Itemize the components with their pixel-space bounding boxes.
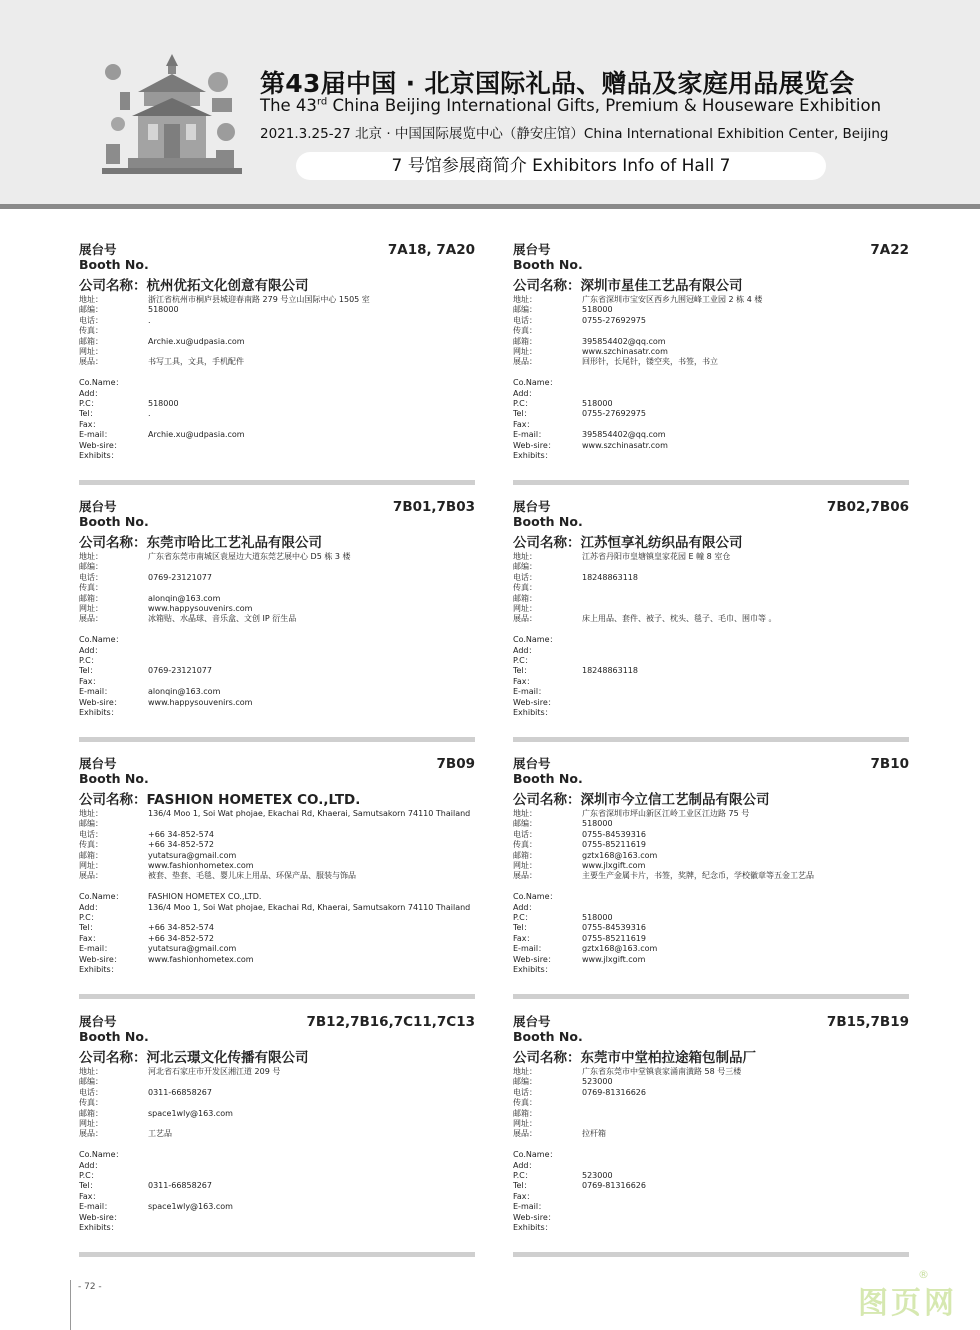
field-row-en: E-mail： 395854402@qq.com xyxy=(513,430,666,440)
field-row-cn: 展品： 拉杆箱 xyxy=(513,1129,606,1139)
field-row-en: P.C： 518000 xyxy=(513,913,613,923)
field-row-cn: 邮箱： yutatsura@gmail.com xyxy=(79,850,237,860)
booth-label: 展台号 Booth No. xyxy=(513,756,583,786)
company-name-row: 公司名称：深圳市星佳工艺品有限公司 xyxy=(513,278,743,294)
company-name: 深圳市星佳工艺品有限公司 xyxy=(580,278,743,294)
field-row-cn: 地址： 广东省东莞市中堂镇袁家涌南潢路 58 号三楼 xyxy=(513,1067,742,1076)
field-row-en: Web-sire： www.jlxgift.com xyxy=(513,954,646,964)
field-row-cn: 展品： 床上用品、套件、被子、枕头、毯子、毛巾、围巾等 。 xyxy=(513,614,777,624)
exhibitor-card xyxy=(513,1014,909,1262)
field-row-cn: 网址： www.jlxgift.com xyxy=(513,860,646,870)
card-divider xyxy=(513,480,909,485)
company-name: 河北云璟文化传播有限公司 xyxy=(146,1050,309,1066)
field-row-cn: 邮编： xyxy=(513,562,537,572)
card-divider xyxy=(79,737,475,742)
company-name: 杭州优拓文化创意有限公司 xyxy=(146,278,309,294)
field-row-en: P.C： 523000 xyxy=(513,1171,613,1181)
field-row-cn: 邮箱： space1wly@163.com xyxy=(79,1108,233,1118)
field-row-cn: 传真： xyxy=(513,1098,537,1108)
field-row-cn: 展品： 冰箱贴、水晶球、音乐盒、文创 IP 衍生品 xyxy=(79,614,297,624)
booth-number: 7A22 xyxy=(870,242,909,258)
date-venue: 2021.3.25-27 北京 · 中国国际展览中心（静安庄馆）China International Exhibition Center, Beijing xyxy=(260,126,889,142)
field-row-en: Web-sire： www.szchinasatr.com xyxy=(513,440,668,450)
field-row-cn: 邮箱： Archie.xu@udpasia.com xyxy=(79,336,245,346)
field-row-en: Co.Name： xyxy=(513,635,558,645)
company-name: 东莞市哈比工艺礼品有限公司 xyxy=(146,535,322,551)
field-row-cn: 电话： 0311-66858267 xyxy=(79,1087,212,1097)
exhibitor-card xyxy=(513,499,909,747)
card-divider xyxy=(513,994,909,999)
field-row-en: Add： 136/4 Moo 1, Soi Wat phojae, Ekachai Rd, Khaerai, Samutsakorn 74110 Thailand xyxy=(79,902,471,912)
field-row-en: Exhibits： xyxy=(513,707,553,717)
field-row-en: Tel： . xyxy=(79,409,151,419)
company-name: FASHION HOMETEX CO.,LTD. xyxy=(146,792,361,808)
booth-number: 7B01,7B03 xyxy=(392,499,475,515)
field-row-en: E-mail： yutatsura@gmail.com xyxy=(79,944,237,954)
contact-fields xyxy=(79,295,475,461)
field-row-cn: 邮编： 518000 xyxy=(513,305,613,315)
company-name-row: 公司名称：河北云璟文化传播有限公司 xyxy=(79,1050,309,1066)
contact-fields xyxy=(79,809,475,975)
field-row-cn: 传真： +66 34-852-572 xyxy=(79,840,214,850)
booth-label: 展台号 Booth No. xyxy=(79,499,149,529)
field-row-en: Co.Name： xyxy=(79,635,124,645)
field-row-cn: 邮箱： xyxy=(513,593,537,603)
field-row-en: Exhibits： xyxy=(79,450,119,460)
field-row-cn: 邮编： 518000 xyxy=(513,819,613,829)
field-row-en: Tel： 0769-23121077 xyxy=(79,666,212,676)
field-row-en: Web-sire： xyxy=(79,440,122,450)
field-row-en: P.C： xyxy=(79,1171,99,1181)
card-divider xyxy=(79,480,475,485)
field-row-cn: 邮编： xyxy=(79,1077,103,1087)
company-name: 东莞市中堂柏拉途箱包制品厂 xyxy=(580,1050,756,1066)
field-row-en: Fax： xyxy=(79,419,101,429)
field-row-cn: 地址： 浙江省杭州市桐庐县城迎春南路 279 号立山国际中心 1505 室 xyxy=(79,295,370,304)
field-row-en: P.C： 518000 xyxy=(513,399,613,409)
company-name-row: 公司名称：杭州优拓文化创意有限公司 xyxy=(79,278,309,294)
field-row-en: Fax： xyxy=(513,676,535,686)
field-row-cn: 邮编： xyxy=(79,819,103,829)
field-row-cn: 地址： 广东省东莞市南城区袁屋边大道东莞艺展中心 D5 栋 3 楼 xyxy=(79,552,351,561)
field-row-en: Add： xyxy=(79,1160,103,1170)
company-name-row: 公司名称：深圳市今立信工艺制品有限公司 xyxy=(513,792,770,808)
field-row-en: Co.Name： xyxy=(79,378,124,388)
field-row-cn: 地址： 江苏省丹阳市皇塘镇皇家花园 E 幢 8 室仓 xyxy=(513,552,731,561)
page-number: - 72 - xyxy=(78,1282,102,1292)
field-row-en: Add： xyxy=(513,388,537,398)
field-row-en: E-mail： alonqin@163.com xyxy=(79,687,221,697)
exhibition-title-cn: 第43届中国 · 北京国际礼品、赠品及家庭用品展览会 xyxy=(260,69,855,98)
field-row-cn: 邮箱： xyxy=(513,1108,537,1118)
booth-number: 7B12,7B16,7C11,7C13 xyxy=(306,1014,475,1030)
booth-label: 展台号 Booth No. xyxy=(513,499,583,529)
field-row-en: Exhibits： xyxy=(513,1222,553,1232)
field-row-cn: 电话： 0755-84539316 xyxy=(513,829,646,839)
field-row-en: Exhibits： xyxy=(79,707,119,717)
margin-line xyxy=(70,1280,71,1330)
field-row-cn: 邮编： 518000 xyxy=(79,305,179,315)
company-name: 深圳市今立信工艺制品有限公司 xyxy=(580,792,770,808)
field-row-en: Tel： 0311-66858267 xyxy=(79,1181,212,1191)
field-row-en: Add： xyxy=(513,1160,537,1170)
exhibitor-card xyxy=(513,242,909,490)
field-row-cn: 网址： xyxy=(79,1118,103,1128)
contact-fields xyxy=(513,295,909,461)
field-row-en: E-mail： space1wly@163.com xyxy=(79,1202,233,1212)
field-row-en: Web-sire： xyxy=(79,1212,122,1222)
registered-mark: ® xyxy=(918,1268,929,1281)
field-row-en: Add： xyxy=(79,645,103,655)
field-row-en: Fax： 0755-85211619 xyxy=(513,933,646,943)
field-row-cn: 电话： +66 34-852-574 xyxy=(79,829,214,839)
booth-number: 7B09 xyxy=(436,756,475,772)
field-row-en: Fax： +66 34-852-572 xyxy=(79,933,214,943)
field-row-cn: 电话： 18248863118 xyxy=(513,572,638,582)
booth-number: 7B02,7B06 xyxy=(826,499,909,515)
field-row-cn: 网址： xyxy=(513,603,537,613)
field-row-en: E-mail： Archie.xu@udpasia.com xyxy=(79,430,245,440)
field-row-en: Add： xyxy=(513,645,537,655)
exhibitor-card xyxy=(79,1014,475,1262)
field-row-cn: 传真： xyxy=(79,326,103,336)
exhibitor-card xyxy=(513,756,909,1004)
field-row-en: Co.Name： xyxy=(513,892,558,902)
field-row-en: Fax： xyxy=(513,1191,535,1201)
field-row-en: P.C： 518000 xyxy=(79,399,179,409)
field-row-cn: 邮箱： 395854402@qq.com xyxy=(513,336,666,346)
booth-number: 7B10 xyxy=(870,756,909,772)
field-row-en: Co.Name： xyxy=(513,378,558,388)
field-row-cn: 电话： 0769-81316626 xyxy=(513,1087,646,1097)
company-name-row: 公司名称：FASHION HOMETEX CO.,LTD. xyxy=(79,792,361,808)
field-row-en: Co.Name： xyxy=(513,1150,558,1160)
field-row-cn: 传真： xyxy=(513,583,537,593)
field-row-en: Exhibits： xyxy=(79,1222,119,1232)
contact-fields xyxy=(513,809,909,975)
field-row-cn: 地址： 广东省深圳市宝安区西乡九围冠峰工业园 2 栋 4 楼 xyxy=(513,295,763,304)
exhibition-logo-icon xyxy=(100,52,245,177)
field-row-en: Fax： xyxy=(79,1191,101,1201)
field-row-en: Exhibits： xyxy=(513,450,553,460)
booth-number: 7B15,7B19 xyxy=(826,1014,909,1030)
field-row-cn: 展品： 书写工具，文具，手机配件 xyxy=(79,357,244,367)
exhibition-title-en: The 43rd China Beijing International Gifts, Premium & Houseware Exhibition xyxy=(260,96,882,115)
booth-label: 展台号 Booth No. xyxy=(79,756,149,786)
exhibitor-card xyxy=(79,242,475,490)
card-divider xyxy=(513,1252,909,1257)
booth-label: 展台号 Booth No. xyxy=(513,1014,583,1044)
field-row-en: Tel： 18248863118 xyxy=(513,666,638,676)
field-row-en: P.C： xyxy=(79,656,99,666)
field-row-cn: 展品： 主要生产金属卡片，书签，奖牌，纪念币，学校徽章等五金工艺品 xyxy=(513,871,814,881)
company-name: 江苏恒享礼纺织品有限公司 xyxy=(580,535,743,551)
field-row-cn: 地址： 136/4 Moo 1, Soi Wat phojae, Ekachai Rd, Khaerai, Samutsakorn 74110 Thailand xyxy=(79,809,471,818)
company-name-row: 公司名称：江苏恒享礼纺织品有限公司 xyxy=(513,535,743,551)
contact-fields xyxy=(513,552,909,718)
exhibitor-card xyxy=(79,756,475,1004)
field-row-en: Add： xyxy=(513,902,537,912)
field-row-cn: 展品： 回形针，长尾针，镂空夹，书签，书立 xyxy=(513,357,718,367)
hall-title: 7 号馆参展商简介 Exhibitors Info of Hall 7 xyxy=(296,152,826,180)
field-row-cn: 邮编： xyxy=(79,562,103,572)
card-divider xyxy=(79,1252,475,1257)
field-row-cn: 邮箱： alonqin@163.com xyxy=(79,593,221,603)
booth-number: 7A18, 7A20 xyxy=(387,242,475,258)
field-row-cn: 网址： xyxy=(513,1118,537,1128)
field-row-en: Fax： xyxy=(79,676,101,686)
header-divider xyxy=(0,204,980,209)
field-row-cn: 展品： 被套、垫套、毛毯、婴儿床上用品、环保产品、服装与饰品 xyxy=(79,871,356,881)
field-row-cn: 地址： 广东省深圳市坪山新区江岭工业区江边路 75 号 xyxy=(513,809,750,818)
field-row-cn: 传真： xyxy=(79,583,103,593)
field-row-cn: 传真： xyxy=(79,1098,103,1108)
field-row-en: Add： xyxy=(79,388,103,398)
field-row-cn: 地址： 河北省石家庄市开发区湘江道 209 号 xyxy=(79,1067,281,1076)
field-row-en: Tel： +66 34-852-574 xyxy=(79,923,214,933)
booth-label: 展台号 Booth No. xyxy=(79,242,149,272)
field-row-en: Tel： 0769-81316626 xyxy=(513,1181,646,1191)
field-row-en: Web-sire： xyxy=(513,697,556,707)
field-row-cn: 网址： www.szchinasatr.com xyxy=(513,346,668,356)
field-row-en: P.C： xyxy=(79,913,99,923)
field-row-en: Web-sire： www.fashionhometex.com xyxy=(79,954,254,964)
card-divider xyxy=(513,737,909,742)
booth-label: 展台号 Booth No. xyxy=(513,242,583,272)
booth-label: 展台号 Booth No. xyxy=(79,1014,149,1044)
field-row-cn: 邮编： 523000 xyxy=(513,1077,613,1087)
field-row-en: Co.Name： FASHION HOMETEX CO.,LTD. xyxy=(79,892,262,902)
field-row-en: P.C： xyxy=(513,656,533,666)
field-row-en: E-mail： xyxy=(513,1202,547,1212)
contact-fields xyxy=(513,1067,909,1233)
card-divider xyxy=(79,994,475,999)
field-row-en: Web-sire： www.happysouvenirs.com xyxy=(79,697,253,707)
field-row-en: Exhibits： xyxy=(79,964,119,974)
field-row-cn: 传真： xyxy=(513,326,537,336)
contact-fields xyxy=(79,552,475,718)
field-row-cn: 传真： 0755-85211619 xyxy=(513,840,646,850)
field-row-cn: 电话： . xyxy=(79,315,151,325)
contact-fields xyxy=(79,1067,475,1233)
field-row-en: Tel： 0755-27692975 xyxy=(513,409,646,419)
field-row-en: Co.Name： xyxy=(79,1150,124,1160)
field-row-cn: 展品： 工艺品 xyxy=(79,1129,172,1139)
exhibitor-card xyxy=(79,499,475,747)
field-row-cn: 网址： www.happysouvenirs.com xyxy=(79,603,253,613)
field-row-cn: 电话： 0755-27692975 xyxy=(513,315,646,325)
company-name-row: 公司名称：东莞市中堂柏拉途箱包制品厂 xyxy=(513,1050,756,1066)
field-row-cn: 网址： www.fashionhometex.com xyxy=(79,860,254,870)
field-row-cn: 网址： xyxy=(79,346,103,356)
field-row-en: E-mail： xyxy=(513,687,547,697)
field-row-cn: 邮箱： gztx168@163.com xyxy=(513,850,658,860)
field-row-en: Exhibits： xyxy=(513,964,553,974)
watermark: 图页网 xyxy=(858,1286,957,1321)
field-row-en: Web-sire： xyxy=(513,1212,556,1222)
field-row-en: Tel： 0755-84539316 xyxy=(513,923,646,933)
field-row-cn: 电话： 0769-23121077 xyxy=(79,572,212,582)
field-row-en: Fax： xyxy=(513,419,535,429)
field-row-en: E-mail： gztx168@163.com xyxy=(513,944,658,954)
company-name-row: 公司名称：东莞市哈比工艺礼品有限公司 xyxy=(79,535,322,551)
